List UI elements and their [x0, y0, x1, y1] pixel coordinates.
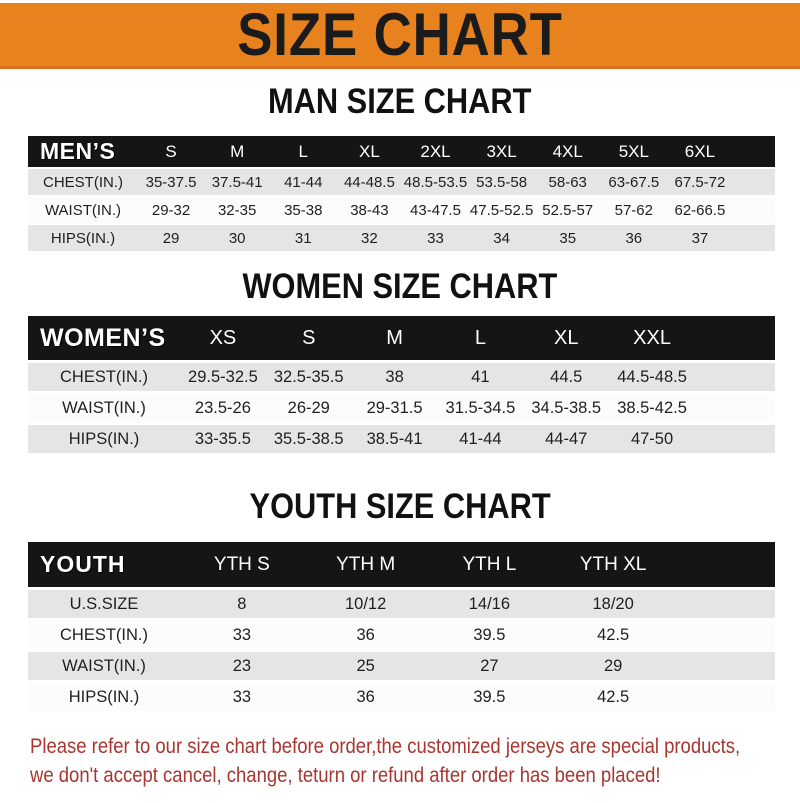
size-chart-banner [0, 0, 800, 69]
table-header-row [28, 542, 775, 587]
size-column-header: 2XL [420, 141, 451, 161]
size-column-header: YTH S [213, 553, 270, 575]
table-row [28, 169, 775, 195]
size-value-cell: 35.5-38.5 [273, 429, 344, 448]
size-value-cell: 36 [356, 625, 375, 644]
size-value-cell: 48.5-53.5 [403, 173, 468, 191]
men-size-table [28, 136, 775, 251]
table-header-row [28, 136, 775, 167]
size-value-cell: 53.5-58 [476, 173, 528, 191]
size-column-header: XXL [633, 326, 671, 349]
size-value-cell: 31 [294, 229, 312, 247]
women-size-chart-title-text: WOMEN SIZE CHART [242, 267, 558, 306]
row-label: HIPS(IN.) [50, 229, 116, 247]
size-value-cell: 37 [691, 229, 709, 247]
size-value-cell: 29 [603, 656, 623, 675]
size-value-cell: 30 [228, 229, 246, 247]
banner-title: SIZE CHART [237, 0, 563, 68]
size-value-cell: 33 [232, 625, 252, 644]
size-value-cell: 31.5-34.5 [445, 398, 516, 417]
size-value-cell: 33 [232, 687, 252, 706]
youth-size-chart-title [0, 489, 800, 525]
row-label: CHEST(IN.) [60, 367, 148, 386]
row-label: WAIST(IN.) [44, 201, 122, 219]
size-value-cell: 26-29 [287, 398, 330, 417]
size-column-header: L [298, 141, 308, 161]
size-value-cell: 27 [480, 656, 499, 675]
table-header-row [28, 316, 775, 360]
size-value-cell: 23.5-26 [194, 398, 251, 417]
size-value-cell: 35-37.5 [145, 173, 197, 191]
size-value-cell: 29-32 [151, 201, 191, 219]
size-value-cell: 44.5 [550, 367, 583, 386]
size-value-cell: 38-43 [350, 201, 389, 219]
row-label: WAIST(IN.) [62, 398, 146, 417]
size-value-cell: 35 [559, 229, 577, 247]
disclaimer-text [30, 732, 800, 790]
size-value-cell: 42.5 [597, 687, 630, 706]
size-value-cell: 29.5-32.5 [188, 367, 258, 386]
row-label: HIPS(IN.) [68, 429, 140, 448]
size-value-cell: 32-35 [217, 201, 257, 219]
disclaimer-line-1: Please refer to our size chart before order,the customized jerseys are special products, [30, 734, 741, 758]
women-size-chart-title [0, 269, 800, 305]
size-column-header: M [386, 326, 403, 349]
size-column-header: S [165, 141, 177, 161]
table-row [28, 590, 775, 618]
size-column-header: 6XL [684, 141, 716, 161]
table-row [28, 197, 775, 223]
size-value-cell: 44-47 [545, 429, 588, 448]
table-row [28, 621, 775, 649]
table-row [28, 652, 775, 680]
size-value-cell: 32.5-35.5 [273, 367, 344, 386]
size-column-header: YTH L [462, 553, 517, 575]
table-row [28, 363, 775, 391]
size-value-cell: 35-38 [284, 201, 323, 219]
size-value-cell: 36 [356, 687, 375, 706]
size-value-cell: 34 [493, 229, 510, 247]
size-column-header: S [302, 326, 316, 349]
size-value-cell: 38.5-42.5 [617, 398, 687, 417]
size-value-cell: 33 [427, 229, 444, 247]
size-value-cell: 38 [385, 367, 404, 386]
size-value-cell: 44.5-48.5 [617, 367, 687, 386]
size-value-cell: 34.5-38.5 [531, 398, 602, 417]
man-size-chart-title [0, 84, 800, 120]
size-value-cell: 25 [356, 656, 375, 675]
size-value-cell: 39.5 [473, 625, 506, 644]
row-label: CHEST(IN.) [60, 625, 148, 644]
size-column-header: 5XL [618, 141, 649, 161]
size-column-header: YTH XL [579, 553, 647, 575]
size-value-cell: 38.5-41 [366, 429, 423, 448]
size-value-cell: 41 [471, 367, 490, 386]
size-value-cell: 41-44 [284, 173, 323, 191]
size-value-cell: 62-66.5 [674, 201, 726, 219]
youth-size-table [28, 542, 775, 711]
size-value-cell: 14/16 [468, 594, 511, 613]
size-value-cell: 43-47.5 [410, 201, 461, 219]
women-size-table [28, 316, 775, 453]
size-value-cell: 36 [625, 229, 643, 247]
size-value-cell: 67.5-72 [674, 173, 726, 191]
size-value-cell: 29 [162, 229, 180, 247]
table-row [28, 225, 775, 251]
size-value-cell: 8 [237, 594, 247, 613]
size-value-cell: 44-48.5 [343, 173, 395, 191]
size-value-cell: 63-67.5 [608, 173, 660, 191]
size-value-cell: 29-31.5 [366, 398, 423, 417]
table-row [28, 394, 775, 422]
row-label: CHEST(IN.) [43, 173, 123, 191]
disclaimer-line-2: we don't accept cancel, change, teturn or refund after order has been placed! [30, 763, 661, 787]
size-value-cell: 41-44 [459, 429, 502, 448]
size-value-cell: 52.5-57 [542, 201, 594, 219]
table-header-label: YOUTH [40, 551, 126, 577]
size-value-cell: 42.5 [597, 625, 630, 644]
size-column-header: XS [209, 326, 237, 349]
row-label: HIPS(IN.) [68, 687, 140, 706]
row-label: U.S.SIZE [69, 594, 139, 613]
table-row [28, 425, 775, 453]
size-column-header: XL [553, 326, 579, 349]
size-column-header: YTH M [336, 553, 396, 575]
size-column-header: 3XL [486, 141, 517, 161]
size-value-cell: 32 [361, 229, 378, 247]
size-value-cell: 10/12 [344, 594, 387, 613]
table-row [28, 683, 775, 711]
table-header-label: MEN’S [40, 138, 116, 164]
size-value-cell: 23 [232, 656, 252, 675]
size-value-cell: 47.5-52.5 [469, 201, 534, 219]
size-column-header: L [474, 326, 486, 349]
size-value-cell: 58-63 [548, 173, 587, 191]
size-column-header: 4XL [552, 141, 583, 161]
row-label: WAIST(IN.) [62, 656, 146, 675]
size-column-header: XL [358, 141, 380, 161]
man-size-chart-title-text: MAN SIZE CHART [268, 82, 532, 121]
youth-size-chart-title-text: YOUTH SIZE CHART [249, 487, 551, 526]
size-column-header: M [230, 141, 245, 161]
table-header-label: WOMEN’S [40, 323, 166, 352]
size-value-cell: 57-62 [614, 201, 653, 219]
size-value-cell: 39.5 [473, 687, 506, 706]
size-value-cell: 37.5-41 [211, 173, 263, 191]
size-value-cell: 47-50 [630, 429, 674, 448]
size-value-cell: 18/20 [592, 594, 634, 613]
size-value-cell: 33-35.5 [194, 429, 251, 448]
